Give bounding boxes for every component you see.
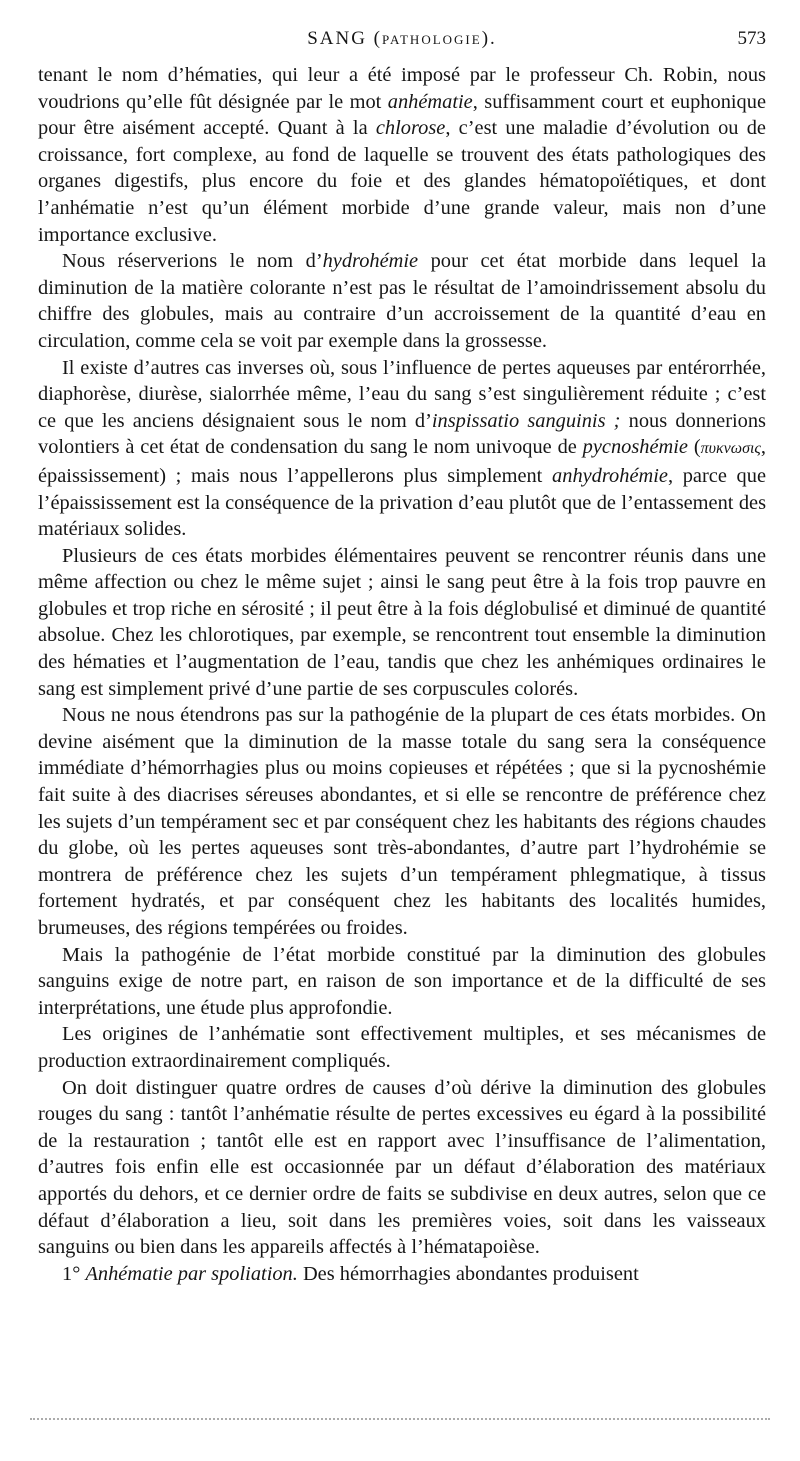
running-title: SANG (pathologie).: [307, 28, 497, 49]
italic-term: anhématie: [387, 90, 473, 113]
text-run: pour cet état morbide dans lequel la diminution de la matière colorante n’est pas le résultat de l’amoindrissement absolu du chiffre des globules, mais au contraire d’un accroissement de la quantité d’eau en circulation, comme cela se voit par exemple dans la grossesse.: [38, 250, 766, 352]
text-run: , suffisamment court et euphonique pour être aisément accepté. Quant à la: [38, 90, 766, 140]
italic-term: pycnoshémie: [582, 436, 688, 459]
italic-term: anhydrohémie: [552, 464, 668, 487]
text-run: Nous ne nous étendrons pas sur la pathogénie de la plupart de ces états morbides. On devine aisément que la diminution de la masse totale du sang sera la conséquence immédiate d’hémorrhagies plus ou moins copieuses et répétées ; que si la pycnoshémie fait suite à des diacrises séreuses abondantes, et si elle se rencontre de préférence chez les sujets d’un tempérament sec et par conséquent chez les habitants des régions chaudes du globe, où les pertes aqueuses sont très-abondantes, d’autre part l’hydrohémie se montrera de préférence chez les sujets d’un tempérament phlegmatique, à tissus fortement hydratés, et par conséquent chez les habitants des localités humides, brumeuses, des régions tempérées ou froides.: [38, 704, 766, 939]
text-run: tenant le nom d’hématies, qui leur a été imposé par le professeur Ch. Robin, nous voudrions qu’elle fût désignée par le mot: [38, 64, 766, 113]
body-text: [38, 62, 766, 1287]
paragraph: [38, 1261, 766, 1288]
italic-term: inspissatio sanguinis ;: [431, 409, 621, 432]
italic-term: hydrohémie: [322, 250, 419, 273]
paragraph: [38, 355, 766, 543]
text-run: Des hémorrhagies abondantes produisent: [297, 1262, 639, 1285]
paragraph: [38, 702, 766, 941]
running-header: [38, 28, 766, 54]
text-run: Plusieurs de ces états morbides élémentaires peuvent se rencontrer réunis dans une même affection ou chez le même sujet ; ainsi le sang peut être à la fois trop pauvre en globules et trop riche en sérosité ; il peut être à la fois déglobulisé et diminué de quantité absolue. Chez les chlorotiques, par exemple, se rencontrent tout ensemble la diminution des hématies et l’augmentation de l’eau, tandis que chez les anhémiques ordinaires le sang est simplement privé d’une partie de ses corpuscules colorés.: [38, 544, 766, 700]
italic-term: chlorose: [375, 117, 446, 140]
text-run: nous donnerions volontiers à cet état de condensation du sang le nom univoque de: [38, 409, 766, 459]
footer-rule: [30, 1418, 770, 1420]
paragraph: [38, 62, 766, 248]
italic-term: Anhématie par spoliation.: [85, 1262, 298, 1285]
paragraph: [38, 543, 766, 703]
text-run: (: [687, 436, 701, 459]
text-run: Nous réserverions le nom d’: [62, 250, 323, 273]
text-run: 1°: [62, 1262, 86, 1285]
page-number: 573: [737, 28, 766, 49]
text-run: , épaississement) ; mais nous l’appellerons plus simplement: [38, 436, 766, 487]
text-run: , c’est une maladie d’évolution ou de croissance, fort complexe, au fond de laquelle se trouvent des états pathologiques des organes digestifs, plus encore du foie et des glandes hématopoïétiques, et dont l’anhématie n’est qu’un élément morbide d’une grande valeur, mais non d’une importance exclusive.: [38, 117, 766, 246]
text-run: , parce que l’épaississement est la conséquence de la privation d’eau plutôt que de l’entassement des matériaux solides.: [38, 464, 766, 541]
paragraph: [38, 1021, 766, 1074]
text-run: Les origines de l’anhématie sont effectivement multiples, et ses mécanismes de production extraordinairement compliqués.: [38, 1023, 766, 1072]
paragraph: [38, 1075, 766, 1261]
text-run: Mais la pathogénie de l’état morbide constitué par la diminution des globules sanguins exige de notre part, en raison de son importance et de la difficulté de ses interprétations, une étude plus approfondie.: [38, 943, 766, 1019]
paragraph: [38, 248, 766, 354]
greek-term: πυκνωσις: [700, 440, 761, 458]
paragraph: [38, 942, 766, 1022]
text-run: Il existe d’autres cas inverses où, sous l’influence de pertes aqueuses par entérorrhée, diaphorèse, diurèse, sialorrhée même, l’eau du sang s’est singulièrement réduite ; c’est ce que les anciens désignaient sous le nom d’: [38, 356, 766, 432]
text-run: On doit distinguer quatre ordres de causes d’où dérive la diminution des globules rouges du sang : tantôt l’anhématie résulte de pertes excessives eu égard à la possibilité de la restauration ; tantôt elle est en rapport avec l’insuffisance de l’alimentation, d’autres fois enfin elle est occasionnée par un défaut d’élaboration des matériaux apportés du dehors, et ce dernier ordre de faits se subdivise en deux autres, selon que ce défaut d’élaboration a lieu, soit dans les premières voies, soit dans les vaisseaux sanguins ou bien dans les appareils affectés à l’hématapoièse.: [38, 1076, 766, 1259]
